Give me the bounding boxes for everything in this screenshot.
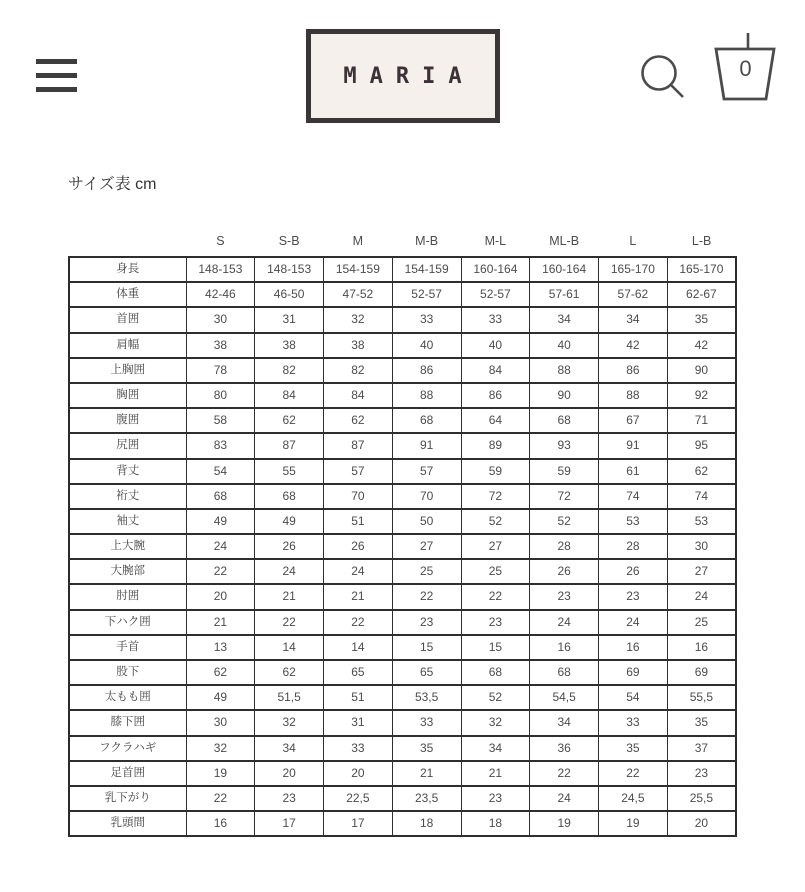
hamburger-icon [36, 73, 77, 78]
size-cell: 14 [255, 635, 324, 660]
size-cell: 40 [530, 333, 599, 358]
size-cell: 84 [461, 358, 530, 383]
size-cell: 17 [255, 811, 324, 836]
size-cell: 22 [461, 584, 530, 609]
size-cell: 64 [461, 408, 530, 433]
size-cell: 19 [599, 811, 668, 836]
row-label: 裄丈 [69, 484, 186, 509]
size-cell: 68 [186, 484, 255, 509]
size-cell: 57 [392, 459, 461, 484]
size-cell: 88 [599, 383, 668, 408]
table-row [69, 408, 736, 433]
size-cell: 50 [392, 509, 461, 534]
size-cell: 16 [599, 635, 668, 660]
row-label: フクラハギ [69, 736, 186, 761]
row-label: 足首囲 [69, 761, 186, 786]
size-cell: 22,5 [324, 786, 393, 811]
size-column-header: ML-B [549, 234, 580, 248]
corner-cell [69, 234, 186, 257]
row-label: 肘囲 [69, 584, 186, 609]
size-cell: 69 [667, 660, 736, 685]
size-cell: 88 [392, 383, 461, 408]
size-cell: 28 [599, 534, 668, 559]
size-cell: 65 [392, 660, 461, 685]
size-cell: 22 [186, 559, 255, 584]
size-cell: 14 [324, 635, 393, 660]
size-cell: 91 [599, 433, 668, 458]
row-label: 肩幅 [69, 333, 186, 358]
size-cell: 72 [461, 484, 530, 509]
row-label: 膝下囲 [69, 710, 186, 735]
size-cell: 160-164 [530, 257, 599, 282]
size-cell: 36 [530, 736, 599, 761]
table-row [69, 383, 736, 408]
size-cell: 89 [461, 433, 530, 458]
size-cell: 23 [530, 584, 599, 609]
size-cell: 59 [530, 459, 599, 484]
size-cell: 42 [599, 333, 668, 358]
size-cell: 23 [599, 584, 668, 609]
cart-count: 0 [739, 56, 752, 81]
size-cell: 40 [392, 333, 461, 358]
table-row [69, 358, 736, 383]
size-cell: 26 [255, 534, 324, 559]
size-cell: 22 [255, 610, 324, 635]
size-cell: 95 [667, 433, 736, 458]
size-cell: 27 [392, 534, 461, 559]
size-cell: 33 [461, 307, 530, 332]
size-cell: 83 [186, 433, 255, 458]
size-cell: 58 [186, 408, 255, 433]
size-cell: 92 [667, 383, 736, 408]
row-label: 身長 [69, 257, 186, 282]
search-button[interactable] [639, 53, 687, 104]
search-icon [639, 53, 687, 101]
size-cell: 47-52 [324, 282, 393, 307]
cart-button[interactable] [713, 33, 777, 104]
size-column-header: M-B [415, 234, 439, 248]
size-cell: 25 [392, 559, 461, 584]
row-label: 乳頭間 [69, 811, 186, 836]
table-row [69, 811, 736, 836]
table-row [69, 257, 736, 282]
table-row [69, 635, 736, 660]
size-cell: 90 [530, 383, 599, 408]
size-cell: 86 [599, 358, 668, 383]
table-row [69, 534, 736, 559]
size-cell: 24 [530, 610, 599, 635]
table-row [69, 559, 736, 584]
size-cell: 65 [324, 660, 393, 685]
row-label: 尻囲 [69, 433, 186, 458]
size-cell: 32 [186, 736, 255, 761]
row-label: 胸囲 [69, 383, 186, 408]
size-cell: 20 [667, 811, 736, 836]
size-cell: 30 [186, 710, 255, 735]
size-cell: 52 [461, 685, 530, 710]
row-label: 手首 [69, 635, 186, 660]
size-cell: 19 [186, 761, 255, 786]
size-cell: 21 [461, 761, 530, 786]
size-cell: 68 [392, 408, 461, 433]
size-cell: 55 [255, 459, 324, 484]
size-cell: 35 [599, 736, 668, 761]
size-cell: 21 [324, 584, 393, 609]
cart-icon [713, 33, 777, 101]
size-cell: 15 [392, 635, 461, 660]
row-label: 腹囲 [69, 408, 186, 433]
size-cell: 22 [186, 786, 255, 811]
size-cell: 23 [667, 761, 736, 786]
row-label: 首囲 [69, 307, 186, 332]
hamburger-icon [36, 59, 77, 64]
size-cell: 61 [599, 459, 668, 484]
table-row [69, 509, 736, 534]
table-row [69, 685, 736, 710]
logo-text: MARIA [343, 63, 475, 89]
size-cell: 23 [392, 610, 461, 635]
size-cell: 26 [530, 559, 599, 584]
size-cell: 32 [255, 710, 324, 735]
size-cell: 21 [392, 761, 461, 786]
table-row [69, 333, 736, 358]
size-cell: 53,5 [392, 685, 461, 710]
size-cell: 52-57 [392, 282, 461, 307]
table-row [69, 710, 736, 735]
table-row [69, 433, 736, 458]
size-cell: 18 [392, 811, 461, 836]
row-label: 上胸囲 [69, 358, 186, 383]
size-cell: 23 [461, 610, 530, 635]
row-label: 乳下がり [69, 786, 186, 811]
size-cell: 148-153 [186, 257, 255, 282]
size-cell: 24 [599, 610, 668, 635]
size-cell: 37 [667, 736, 736, 761]
size-cell: 16 [186, 811, 255, 836]
size-cell: 62 [667, 459, 736, 484]
size-cell: 13 [186, 635, 255, 660]
size-cell: 27 [667, 559, 736, 584]
size-cell: 34 [599, 307, 668, 332]
size-cell: 42-46 [186, 282, 255, 307]
row-label: 大腕部 [69, 559, 186, 584]
size-cell: 52-57 [461, 282, 530, 307]
size-cell: 90 [667, 358, 736, 383]
size-cell: 16 [667, 635, 736, 660]
size-cell: 62-67 [667, 282, 736, 307]
size-cell: 57 [324, 459, 393, 484]
size-cell: 27 [461, 534, 530, 559]
size-column-header: S-B [278, 234, 300, 248]
size-cell: 91 [392, 433, 461, 458]
size-cell: 57-61 [530, 282, 599, 307]
size-cell: 84 [255, 383, 324, 408]
size-cell: 68 [530, 660, 599, 685]
size-cell: 30 [186, 307, 255, 332]
size-cell: 24 [667, 584, 736, 609]
size-cell: 20 [186, 584, 255, 609]
size-cell: 87 [324, 433, 393, 458]
size-cell: 67 [599, 408, 668, 433]
size-column-header: S [216, 234, 225, 248]
size-cell: 160-164 [461, 257, 530, 282]
size-cell: 86 [392, 358, 461, 383]
size-cell: 26 [599, 559, 668, 584]
table-row [69, 584, 736, 609]
size-cell: 21 [186, 610, 255, 635]
size-cell: 31 [324, 710, 393, 735]
size-cell: 34 [530, 307, 599, 332]
size-cell: 21 [255, 584, 324, 609]
size-column-header: L [629, 234, 637, 248]
size-cell: 18 [461, 811, 530, 836]
size-cell: 53 [667, 509, 736, 534]
size-cell: 31 [255, 307, 324, 332]
row-label: 太もも囲 [69, 685, 186, 710]
row-label: 背丈 [69, 459, 186, 484]
size-cell: 20 [255, 761, 324, 786]
size-cell: 24,5 [599, 786, 668, 811]
size-cell: 35 [667, 307, 736, 332]
size-cell: 71 [667, 408, 736, 433]
size-header-row [69, 234, 736, 257]
size-cell: 20 [324, 761, 393, 786]
size-cell: 88 [530, 358, 599, 383]
size-cell: 32 [461, 710, 530, 735]
size-cell: 38 [186, 333, 255, 358]
size-cell: 74 [599, 484, 668, 509]
size-cell: 34 [255, 736, 324, 761]
size-cell: 17 [324, 811, 393, 836]
size-cell: 86 [461, 383, 530, 408]
size-cell: 32 [324, 307, 393, 332]
size-cell: 84 [324, 383, 393, 408]
hamburger-icon [36, 87, 77, 92]
size-cell: 25,5 [667, 786, 736, 811]
size-cell: 33 [324, 736, 393, 761]
table-row [69, 307, 736, 332]
size-cell: 52 [530, 509, 599, 534]
row-label: 股下 [69, 660, 186, 685]
size-cell: 165-170 [599, 257, 668, 282]
table-row [69, 282, 736, 307]
size-cell: 74 [667, 484, 736, 509]
size-cell: 19 [530, 811, 599, 836]
size-cell: 68 [530, 408, 599, 433]
size-cell: 38 [324, 333, 393, 358]
logo-link[interactable] [306, 29, 500, 123]
size-column-header: L-B [691, 234, 712, 248]
size-cell: 23,5 [392, 786, 461, 811]
table-row [69, 660, 736, 685]
size-column-header: M [352, 234, 364, 248]
size-cell: 148-153 [255, 257, 324, 282]
size-cell: 35 [667, 710, 736, 735]
size-cell: 62 [186, 660, 255, 685]
size-cell: 15 [461, 635, 530, 660]
table-row [69, 459, 736, 484]
size-cell: 54 [186, 459, 255, 484]
size-cell: 54,5 [530, 685, 599, 710]
size-cell: 57-62 [599, 282, 668, 307]
size-cell: 42 [667, 333, 736, 358]
size-cell: 70 [392, 484, 461, 509]
size-cell: 23 [461, 786, 530, 811]
size-cell: 54 [599, 685, 668, 710]
page-title: サイズ表 cm [68, 176, 157, 193]
size-cell: 69 [599, 660, 668, 685]
size-cell: 49 [186, 509, 255, 534]
size-table-head [69, 234, 736, 257]
size-cell: 82 [324, 358, 393, 383]
size-cell: 154-159 [324, 257, 393, 282]
size-cell: 24 [255, 559, 324, 584]
size-cell: 22 [392, 584, 461, 609]
size-cell: 62 [255, 660, 324, 685]
size-cell: 55,5 [667, 685, 736, 710]
size-cell: 16 [530, 635, 599, 660]
size-cell: 78 [186, 358, 255, 383]
size-cell: 51,5 [255, 685, 324, 710]
size-cell: 49 [186, 685, 255, 710]
main-content [0, 171, 805, 837]
table-row [69, 761, 736, 786]
size-cell: 23 [255, 786, 324, 811]
size-cell: 62 [255, 408, 324, 433]
size-cell: 33 [392, 307, 461, 332]
size-chart-table [68, 234, 737, 837]
size-cell: 34 [530, 710, 599, 735]
size-column-header: M-L [484, 234, 507, 248]
size-cell: 24 [324, 559, 393, 584]
size-cell: 52 [461, 509, 530, 534]
size-cell: 51 [324, 509, 393, 534]
row-label: 上大腕 [69, 534, 186, 559]
size-cell: 40 [461, 333, 530, 358]
size-cell: 24 [530, 786, 599, 811]
size-cell: 38 [255, 333, 324, 358]
size-cell: 93 [530, 433, 599, 458]
size-cell: 25 [667, 610, 736, 635]
size-cell: 46-50 [255, 282, 324, 307]
size-cell: 51 [324, 685, 393, 710]
size-cell: 59 [461, 459, 530, 484]
size-cell: 70 [324, 484, 393, 509]
size-cell: 33 [392, 710, 461, 735]
table-row [69, 786, 736, 811]
size-cell: 22 [599, 761, 668, 786]
size-cell: 82 [255, 358, 324, 383]
table-row [69, 484, 736, 509]
size-cell: 80 [186, 383, 255, 408]
table-row [69, 610, 736, 635]
size-cell: 22 [530, 761, 599, 786]
size-cell: 72 [530, 484, 599, 509]
size-cell: 62 [324, 408, 393, 433]
row-label: 袖丈 [69, 509, 186, 534]
size-cell: 68 [461, 660, 530, 685]
size-cell: 33 [599, 710, 668, 735]
size-cell: 22 [324, 610, 393, 635]
size-cell: 68 [255, 484, 324, 509]
size-cell: 34 [461, 736, 530, 761]
size-cell: 165-170 [667, 257, 736, 282]
size-cell: 25 [461, 559, 530, 584]
row-label: 体重 [69, 282, 186, 307]
size-cell: 87 [255, 433, 324, 458]
size-cell: 35 [392, 736, 461, 761]
site-header [0, 0, 805, 150]
size-cell: 53 [599, 509, 668, 534]
menu-button[interactable] [36, 59, 77, 92]
size-cell: 49 [255, 509, 324, 534]
size-cell: 26 [324, 534, 393, 559]
row-label: 下ハク囲 [69, 610, 186, 635]
table-row [69, 736, 736, 761]
size-cell: 24 [186, 534, 255, 559]
size-cell: 154-159 [392, 257, 461, 282]
size-cell: 30 [667, 534, 736, 559]
size-cell: 28 [530, 534, 599, 559]
size-table-body [69, 257, 736, 836]
